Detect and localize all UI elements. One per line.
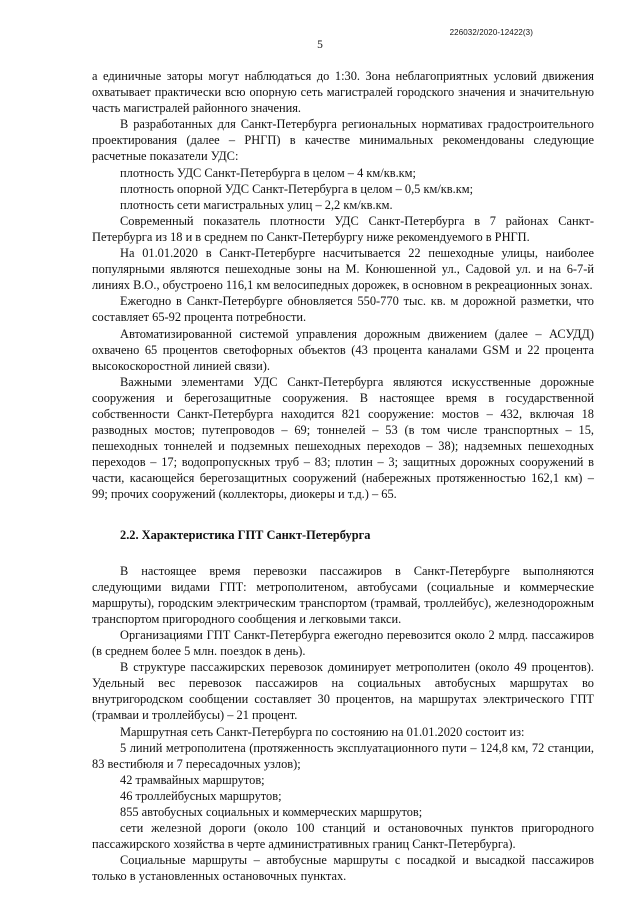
page-number: 5: [317, 39, 323, 51]
paragraph: Ежегодно в Санкт-Петербурге обновляется 550-770 тыс. кв. м дорожной разметки, что составляет 65-92 процента потребности.: [92, 294, 594, 325]
paragraph: Важными элементами УДС Санкт-Петербурга являются искусственные дорожные сооружения и берегозащитные сооружения. В настоящее время в государственной собственности Санкт-Петербурга находится 821 сооружение: мостов – 432, включая 18 разводных мостов; путепроводов – 69; тоннелей – 53 (в том числе транспортных – 15, пешеходных тоннелей и подземных пешеходных переходов – 38); надземных пешеходных переходов – 17; водопропускных труб – 83; плотин – 3; защитных дорожных сооружений в части, касающейся берегозащитных сооружений (набережных протяженностью 162,1 км) – 99; прочих сооружений (коллекторы, диокеры и т.д.) – 65.: [92, 374, 594, 502]
list-item: 42 трамвайных маршрутов;: [120, 772, 265, 787]
spacer: [92, 503, 594, 527]
list-item: плотность сети магистральных улиц – 2,2 км/кв.км.: [120, 197, 393, 212]
list-item: плотность УДС Санкт-Петербурга в целом – 4 км/кв.км;: [120, 165, 416, 180]
paragraph: В структуре пассажирских перевозок доминирует метрополитен (около 49 процентов). Удельный вес перевозок пассажиров на социальных автобусных маршрутах во внутригородском сообщении составляет 30 процентов, на маршрутах электрического ГПТ (трамваи и троллейбусы) – 21 процент.: [92, 660, 594, 723]
paragraph: Организациями ГПТ Санкт-Петербурга ежегодно перевозится около 2 млрд. пассажиров (в среднем более 5 млн. поездок в день).: [92, 628, 594, 659]
paragraph: Современный показатель плотности УДС Санкт-Петербурга в 7 районах Санкт-Петербурга из 18 и в среднем по Санкт-Петербургу ниже рекомендуемого в РНГП.: [92, 213, 594, 244]
section-heading: 2.2. Характеристика ГПТ Санкт-Петербурга: [120, 527, 371, 542]
list-item: 855 автобусных социальных и коммерческих маршрутов;: [120, 805, 423, 820]
list-item: сети железной дороги (около 100 станций и остановочных пунктов пригородного пассажирского хозяйства в черте административных границ Санкт-Петербурга).: [92, 821, 594, 852]
list-item: 46 троллейбусных маршрутов;: [120, 788, 282, 803]
paragraph: В разработанных для Санкт-Петербурга региональных нормативах градостроительного проектирования (далее – РНГП) в качестве минимальных рекомендованы следующие расчетные показатели УДС:: [92, 117, 594, 164]
document-number: 226032/2020-12422(3): [449, 28, 533, 37]
paragraph: Социальные маршруты – автобусные маршруты с посадкой и высадкой пассажиров только в установленных остановочных пунктах.: [92, 853, 594, 884]
paragraph: На 01.01.2020 в Санкт-Петербурге насчитывается 22 пешеходные улицы, наиболее популярными являются пешеходные зоны на М. Конюшенной ул., Садовой ул. и на 6-7-й линиях В.О., обустроено 116,1 км велосипедных дорожек, в основном в рекреационных зонах.: [92, 246, 594, 293]
paragraph: Автоматизированной системой управления дорожным движением (далее – АСУДД) охвачено 65 процентов светофорных объектов (43 процента каналами GSM и 22 процента высокоскоростной линией связи).: [92, 326, 594, 373]
paragraph: В настоящее время перевозки пассажиров в Санкт-Петербурге выполняются следующими видами ГПТ: метрополитеном, автобусами (социальные и коммерческие маршруты), городским электрическим транспортом (трамвай, троллейбус), железнодорожным транспортом пригородного сообщения и легковыми такси.: [92, 563, 594, 626]
paragraph: а единичные заторы могут наблюдаться до 1:30. Зона неблагоприятных условий движения охватывает практически всю опорную сеть магистралей городского значения и значительную часть магистралей районного значения.: [92, 69, 594, 116]
paragraph: Маршрутная сеть Санкт-Петербурга по состоянию на 01.01.2020 состоит из:: [120, 724, 525, 739]
spacer: [92, 543, 594, 563]
list-item: 5 линий метрополитена (протяженность эксплуатационного пути – 124,8 км, 72 станции, 83 вестибюля и 7 пересадочных узлов);: [92, 740, 594, 771]
list-item: плотность опорной УДС Санкт-Петербурга в целом – 0,5 км/кв.км;: [120, 181, 474, 196]
document-body: [92, 68, 594, 885]
